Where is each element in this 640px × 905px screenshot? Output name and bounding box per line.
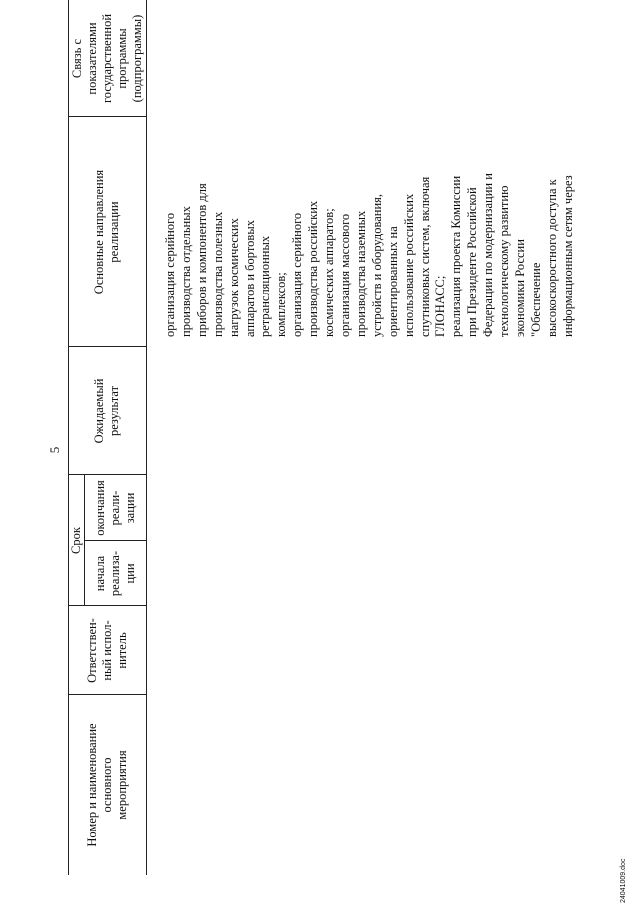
- directions-cell-text: организация серийного производства отдельных приборов и компонентов для производства полезных нагрузок космических аппаратов и бортовых ретрансляционных комплексов; организация серийного производства российских космических аппаратов; организация массового производства наземных устройств и оборудования, ориентированных на использование российских спутниковых систем, включая ГЛОНАСС; реализация проекта Комиссии при Президенте Российской Федерации по модернизации и технологическому развитию экономики России "Обеспечение высокоскоростного доступа к информационным сетям через: [163, 173, 575, 337]
- header-term: Срок: [68, 527, 83, 554]
- header-measure: Номер и наименование основного мероприятия: [84, 723, 129, 847]
- header-directions: Основные направления реализации: [92, 169, 121, 295]
- header-term-start: начала реализа- ции: [92, 550, 137, 597]
- header-term-end: окончания реали- зации: [92, 480, 137, 536]
- page-number: 5: [47, 446, 62, 454]
- header-program-link: Связь с показателями государственной программы (подпрограммы): [69, 13, 144, 104]
- document-id: 24041009.doc: [620, 858, 627, 903]
- table-header-bottom-border: [146, 0, 147, 875]
- header-expected-result: Ожидаемый результат: [92, 378, 121, 444]
- header-executor: Ответствен- ный испол- нитель: [84, 618, 129, 683]
